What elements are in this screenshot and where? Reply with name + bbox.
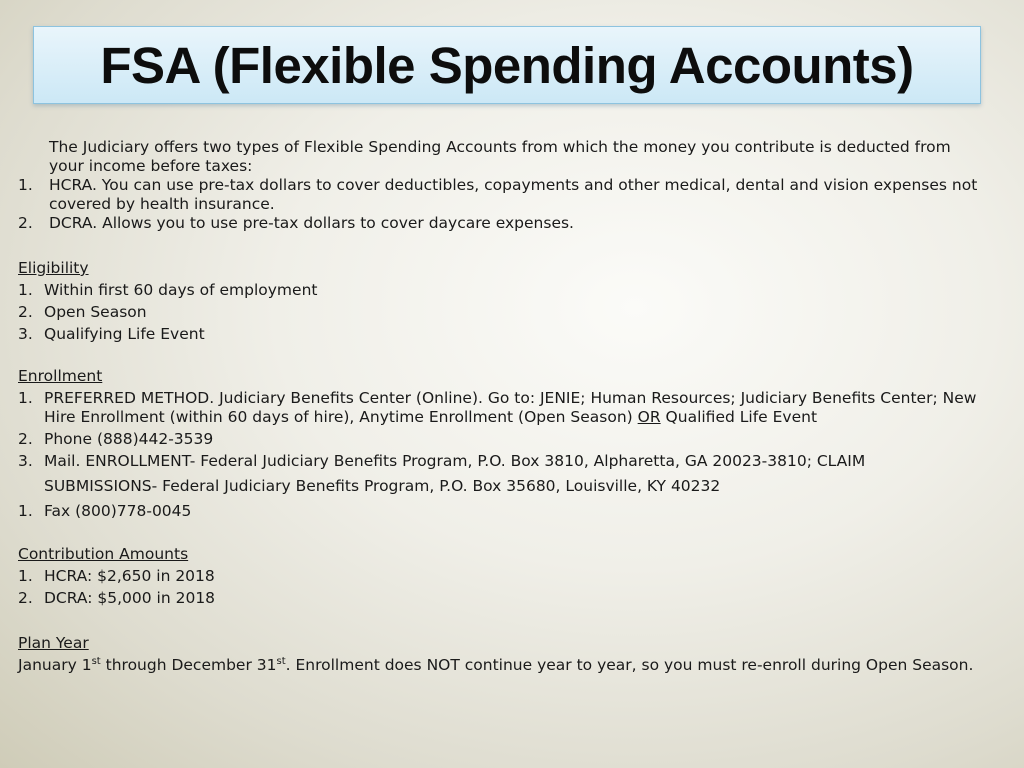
list-number: 2. [18,430,33,448]
list-number: 1. [18,281,33,299]
enrollment-item-fax [18,502,978,521]
enrollment-item-mail [18,452,978,471]
list-number: 1. [18,176,33,194]
list-item-text [44,389,978,427]
enrollment-item-online [18,389,978,427]
contribution-item [18,589,978,608]
intro-text: The Judiciary offers two types of Flexible Spending Accounts from which the money you contribute is deducted from your income before taxes: [49,138,951,175]
enrollment-item-phone [18,430,978,449]
enrollment-online-text: PREFERRED METHOD. Judiciary Benefits Center (Online). Go to: JENIE; Human Resources; Judiciary Benefits Center; New Hire Enrollment (within 60 days of hire), Anytime Enrollment (Open Season) [44,389,977,426]
list-item-text: Mail. ENROLLMENT- Federal Judiciary Benefits Program, P.O. Box 3810, Alpharetta, GA 20023-3810; CLAIM [44,452,866,470]
eligibility-item [18,303,978,322]
contribution-item [18,567,978,586]
list-number: 3. [18,452,33,470]
eligibility-item [18,325,978,344]
eligibility-item [18,281,978,300]
list-number: 1. [18,567,33,585]
list-item-text: HCRA. You can use pre-tax dollars to cover deductibles, copayments and other medical, dental and vision expenses not covered by health insurance. [49,176,978,213]
list-number: 1. [18,389,33,407]
list-number: 2. [18,589,33,607]
list-item-text: Phone (888)442-3539 [44,430,214,448]
enrollment-heading: Enrollment [18,367,103,385]
ordinal-suffix: st [91,656,101,667]
plan-year-part3: . Enrollment does NOT continue year to year, so you must re-enroll during Open Season. [285,656,974,674]
intro-item-dcra [18,214,978,233]
list-item-text: Fax (800)778-0045 [44,502,192,520]
slide-title: FSA (Flexible Spending Accounts) [100,36,914,94]
list-item-text: Qualifying Life Event [44,325,205,343]
list-number: 2. [18,214,33,232]
list-number: 3. [18,325,33,343]
enrollment-online-tail: Qualified Life Event [660,408,818,426]
list-item-text: HCRA: $2,650 in 2018 [44,567,215,585]
list-number: 2. [18,303,33,321]
eligibility-heading: Eligibility [18,259,89,277]
intro-item-hcra [18,176,978,214]
list-number: 1. [18,502,33,520]
ordinal-suffix: st [276,656,286,667]
plan-year-part2: through December 31 [100,656,277,674]
title-box [33,26,981,104]
contribution-heading: Contribution Amounts [18,545,189,563]
list-item-text: Open Season [44,303,147,321]
enrollment-mail-line2: SUBMISSIONS- Federal Judiciary Benefits Program, P.O. Box 35680, Louisville, KY 40232 [44,477,721,495]
or-text: OR [637,408,661,426]
list-item-text: DCRA: $5,000 in 2018 [44,589,216,607]
list-item-text: Within first 60 days of employment [44,281,318,299]
plan-year-part1: January 1 [18,656,92,674]
slide-body [18,138,978,675]
plan-year-heading: Plan Year [18,634,89,652]
plan-year-text [18,656,978,675]
list-item-text: DCRA. Allows you to use pre-tax dollars to cover daycare expenses. [49,214,574,232]
